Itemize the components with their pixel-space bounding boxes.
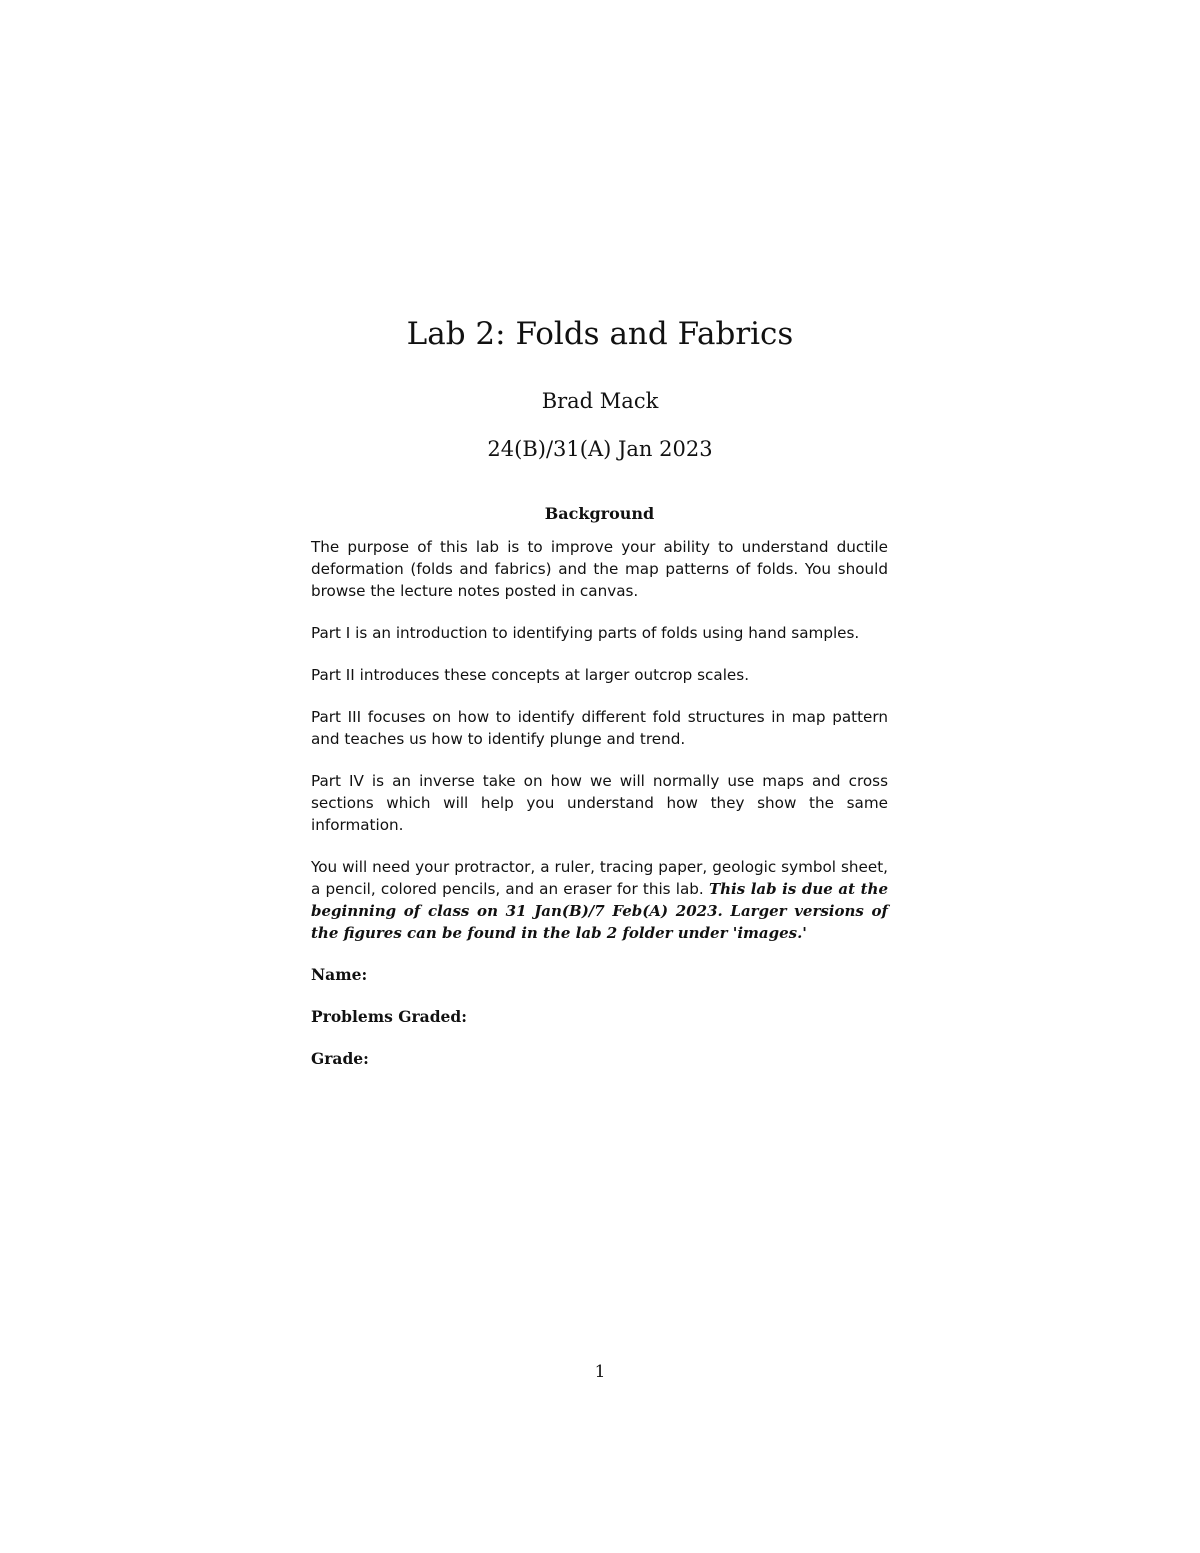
paragraph-purpose: The purpose of this lab is to improve your ability to understand ductile deformation (folds and fabrics) and the map patterns of folds. You should browse the lecture notes posted in canvas.	[311, 538, 888, 600]
title-block	[0, 312, 1200, 464]
problems-graded-label: Problems Graded:	[311, 1007, 467, 1026]
paragraph-materials	[311, 856, 888, 944]
grade-label: Grade:	[311, 1049, 369, 1068]
document-date: 24(B)/31(A) Jan 2023	[487, 437, 713, 461]
name-label: Name:	[311, 965, 368, 984]
page-number: 1	[594, 1362, 606, 1382]
document-title: Lab 2: Folds and Fabrics	[406, 316, 794, 352]
section-heading: Background	[544, 504, 655, 523]
due-date-note: This lab is due at the beginning of class on 31 Jan(B)/7 Feb(A) 2023. Larger versions of the figures can be found in the lab 2 folder under 'images.'	[311, 880, 888, 942]
document-author: Brad Mack	[541, 389, 659, 413]
paragraph-part-iv: Part IV is an inverse take on how we will normally use maps and cross sections which will help you understand how they show the same information.	[311, 772, 888, 834]
background-section	[311, 502, 888, 1090]
paragraph-part-iii: Part III focuses on how to identify different fold structures in map pattern and teaches us how to identify plunge and trend.	[311, 708, 888, 748]
paragraph-part-i: Part I is an introduction to identifying parts of folds using hand samples.	[311, 624, 860, 642]
paragraph-part-ii: Part II introduces these concepts at larger outcrop scales.	[311, 666, 750, 684]
materials-text: You will need your protractor, a ruler, tracing paper, geologic symbol sheet, a pencil, colored pencils, and an eraser for this lab.	[311, 858, 888, 898]
